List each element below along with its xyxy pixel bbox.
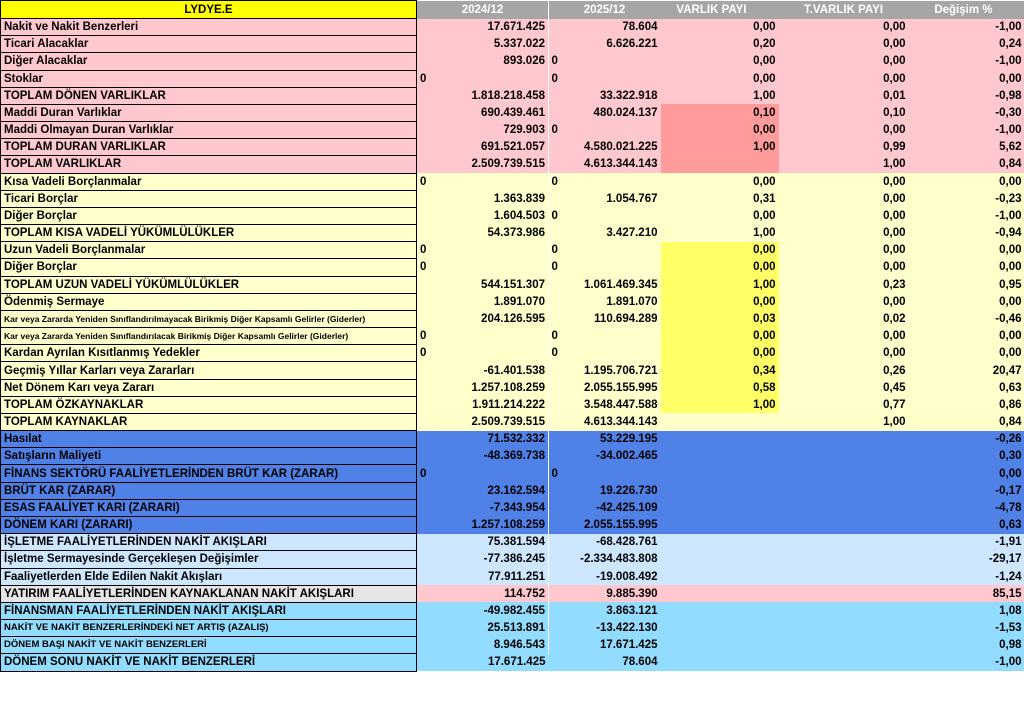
table-row xyxy=(1,139,1024,156)
degisim-value: -0,46 xyxy=(909,310,1024,327)
value-2025-12: 3.863.121 xyxy=(549,602,661,619)
value-2024-12: -77.386.245 xyxy=(417,551,549,568)
row-label: TOPLAM VARLIKLAR xyxy=(1,156,417,173)
value-2024-12: 17.671.425 xyxy=(417,19,549,36)
value-2024-12: -7.343.954 xyxy=(417,499,549,516)
value-2025-12: 78.604 xyxy=(549,19,661,36)
degisim-value: -0,94 xyxy=(909,225,1024,242)
degisim-value: -1,00 xyxy=(909,19,1024,36)
degisim-value: 0,95 xyxy=(909,276,1024,293)
value-2024-12: 2.509.739.515 xyxy=(417,156,549,173)
row-label: Faaliyetlerden Elde Edilen Nakit Akışları xyxy=(1,568,417,585)
varlik-payi-value: 0,00 xyxy=(661,345,779,362)
row-label: YATIRIM FAALİYETLERİNDEN KAYNAKLANAN NAKİT AKIŞLARI xyxy=(1,585,417,602)
row-label: Kar veya Zararda Yeniden Sınıflandırılmayacak Birikmiş Diğer Kapsamlı Gelirler (Giderler) xyxy=(1,310,417,327)
value-2024-12: 75.381.594 xyxy=(417,534,549,551)
t-varlik-payi-value: 0,00 xyxy=(779,122,909,139)
value-2024-12: 1.911.214.222 xyxy=(417,396,549,413)
value-2024-12: -48.369.738 xyxy=(417,448,549,465)
varlik-payi-value xyxy=(661,585,779,602)
table-row xyxy=(1,345,1024,362)
table-row xyxy=(1,585,1024,602)
value-2025-12: 1.054.767 xyxy=(549,190,661,207)
value-2025-12: 0 xyxy=(549,345,661,362)
varlik-payi-value xyxy=(661,654,779,671)
degisim-value: 0,84 xyxy=(909,156,1024,173)
value-2025-12: -68.428.761 xyxy=(549,534,661,551)
varlik-payi-value: 1,00 xyxy=(661,225,779,242)
t-varlik-payi-value xyxy=(779,431,909,448)
value-2025-12: 1.061.469.345 xyxy=(549,276,661,293)
row-label: İşletme Sermayesinde Gerçekleşen Değişimler xyxy=(1,551,417,568)
t-varlik-payi-value xyxy=(779,482,909,499)
varlik-payi-value: 0,00 xyxy=(661,122,779,139)
row-label: Stoklar xyxy=(1,70,417,87)
row-label: Uzun Vadeli Borçlanmalar xyxy=(1,242,417,259)
table-row xyxy=(1,362,1024,379)
t-varlik-payi-value: 1,00 xyxy=(779,156,909,173)
value-2025-12: 0 xyxy=(549,53,661,70)
table-row xyxy=(1,602,1024,619)
varlik-payi-value xyxy=(661,534,779,551)
value-2025-12: 0 xyxy=(549,465,661,482)
varlik-payi-value: 0,03 xyxy=(661,310,779,327)
value-2024-12: -49.982.455 xyxy=(417,602,549,619)
table-row xyxy=(1,156,1024,173)
t-varlik-payi-value xyxy=(779,516,909,533)
t-varlik-payi-value: 0,10 xyxy=(779,104,909,121)
t-varlik-payi-value: 0,00 xyxy=(779,190,909,207)
t-varlik-payi-value: 0,45 xyxy=(779,379,909,396)
value-2024-12: 114.752 xyxy=(417,585,549,602)
value-2024-12: 1.891.070 xyxy=(417,293,549,310)
degisim-value: 85,15 xyxy=(909,585,1024,602)
value-2025-12: 78.604 xyxy=(549,654,661,671)
table-row xyxy=(1,499,1024,516)
varlik-payi-value: 0,00 xyxy=(661,207,779,224)
table-row xyxy=(1,328,1024,345)
varlik-payi-value: 1,00 xyxy=(661,139,779,156)
header-ticker: LYDYE.E xyxy=(1,1,417,19)
row-label: Maddi Duran Varlıklar xyxy=(1,104,417,121)
degisim-value: 0,00 xyxy=(909,70,1024,87)
row-label: Maddi Olmayan Duran Varlıklar xyxy=(1,122,417,139)
table-row xyxy=(1,448,1024,465)
degisim-value: 0,00 xyxy=(909,259,1024,276)
value-2025-12: 6.626.221 xyxy=(549,36,661,53)
degisim-value: -0,17 xyxy=(909,482,1024,499)
t-varlik-payi-value xyxy=(779,534,909,551)
row-label: Nakit ve Nakit Benzerleri xyxy=(1,19,417,36)
degisim-value: -1,91 xyxy=(909,534,1024,551)
varlik-payi-value: 0,31 xyxy=(661,190,779,207)
t-varlik-payi-value: 0,00 xyxy=(779,328,909,345)
varlik-payi-value: 0,00 xyxy=(661,173,779,190)
table-row xyxy=(1,482,1024,499)
t-varlik-payi-value xyxy=(779,568,909,585)
degisim-value: -1,00 xyxy=(909,53,1024,70)
degisim-value: -29,17 xyxy=(909,551,1024,568)
table-row xyxy=(1,654,1024,671)
row-label: Satışların Maliyeti xyxy=(1,448,417,465)
degisim-value: 0,24 xyxy=(909,36,1024,53)
value-2025-12: 1.891.070 xyxy=(549,293,661,310)
table-row xyxy=(1,568,1024,585)
value-2024-12: 691.521.057 xyxy=(417,139,549,156)
row-label: Kardan Ayrılan Kısıtlanmış Yedekler xyxy=(1,345,417,362)
header-varlik-payi: VARLIK PAYI xyxy=(661,1,779,19)
value-2024-12: 71.532.332 xyxy=(417,431,549,448)
header-2024-12: 2024/12 xyxy=(417,1,549,19)
value-2024-12: 1.818.218.458 xyxy=(417,87,549,104)
t-varlik-payi-value xyxy=(779,654,909,671)
value-2024-12: 0 xyxy=(417,173,549,190)
t-varlik-payi-value: 0,00 xyxy=(779,53,909,70)
value-2024-12: -61.401.538 xyxy=(417,362,549,379)
table-row xyxy=(1,551,1024,568)
row-label: TOPLAM DÖNEN VARLIKLAR xyxy=(1,87,417,104)
t-varlik-payi-value: 0,00 xyxy=(779,19,909,36)
table-row xyxy=(1,310,1024,327)
value-2025-12: 4.613.344.143 xyxy=(549,156,661,173)
t-varlik-payi-value: 0,00 xyxy=(779,345,909,362)
table-row xyxy=(1,53,1024,70)
row-label: Hasılat xyxy=(1,431,417,448)
t-varlik-payi-value xyxy=(779,620,909,637)
varlik-payi-value: 0,00 xyxy=(661,19,779,36)
degisim-value: 5,62 xyxy=(909,139,1024,156)
table-row xyxy=(1,259,1024,276)
row-label: TOPLAM UZUN VADELİ YÜKÜMLÜLÜKLER xyxy=(1,276,417,293)
degisim-value: 0,63 xyxy=(909,516,1024,533)
value-2025-12: 0 xyxy=(549,328,661,345)
value-2024-12: 204.126.595 xyxy=(417,310,549,327)
degisim-value: 0,98 xyxy=(909,637,1024,654)
value-2025-12: -13.422.130 xyxy=(549,620,661,637)
varlik-payi-value xyxy=(661,637,779,654)
row-label: Net Dönem Karı veya Zararı xyxy=(1,379,417,396)
value-2025-12: 110.694.289 xyxy=(549,310,661,327)
value-2025-12: 0 xyxy=(549,173,661,190)
row-label: FİNANSMAN FAALİYETLERİNDEN NAKİT AKIŞLARI xyxy=(1,602,417,619)
t-varlik-payi-value xyxy=(779,602,909,619)
row-label: Kar veya Zararda Yeniden Sınıflandırılacak Birikmiş Diğer Kapsamlı Gelirler (Giderler) xyxy=(1,328,417,345)
varlik-payi-value: 0,00 xyxy=(661,242,779,259)
varlik-payi-value xyxy=(661,620,779,637)
table-row xyxy=(1,465,1024,482)
degisim-value: -1,53 xyxy=(909,620,1024,637)
degisim-value: -1,24 xyxy=(909,568,1024,585)
header-degisim: Değişim % xyxy=(909,1,1024,19)
table-row xyxy=(1,396,1024,413)
value-2025-12: 53.229.195 xyxy=(549,431,661,448)
row-label: Ticari Borçlar xyxy=(1,190,417,207)
table-row xyxy=(1,431,1024,448)
varlik-payi-value: 0,00 xyxy=(661,328,779,345)
row-label: NAKİT VE NAKİT BENZERLERİNDEKİ NET ARTIŞ (AZALIŞ) xyxy=(1,620,417,637)
value-2025-12: 480.024.137 xyxy=(549,104,661,121)
value-2024-12: 54.373.986 xyxy=(417,225,549,242)
varlik-payi-value xyxy=(661,482,779,499)
degisim-value: -1,00 xyxy=(909,207,1024,224)
degisim-value: -0,23 xyxy=(909,190,1024,207)
row-label: Diğer Alacaklar xyxy=(1,53,417,70)
value-2025-12: 2.055.155.995 xyxy=(549,379,661,396)
varlik-payi-value xyxy=(661,568,779,585)
value-2024-12: 893.026 xyxy=(417,53,549,70)
varlik-payi-value xyxy=(661,156,779,173)
header-t-varlik-payi: T.VARLIK PAYI xyxy=(779,1,909,19)
value-2025-12: 0 xyxy=(549,259,661,276)
value-2025-12: 3.427.210 xyxy=(549,225,661,242)
value-2025-12: 4.580.021.225 xyxy=(549,139,661,156)
degisim-value: 0,63 xyxy=(909,379,1024,396)
degisim-value: 0,00 xyxy=(909,242,1024,259)
t-varlik-payi-value: 0,00 xyxy=(779,207,909,224)
value-2024-12: 1.257.108.259 xyxy=(417,516,549,533)
t-varlik-payi-value: 0,00 xyxy=(779,70,909,87)
degisim-value: 0,86 xyxy=(909,396,1024,413)
row-label: TOPLAM DURAN VARLIKLAR xyxy=(1,139,417,156)
row-label: DÖNEM SONU NAKİT VE NAKİT BENZERLERİ xyxy=(1,654,417,671)
t-varlik-payi-value: 0,02 xyxy=(779,310,909,327)
value-2024-12: 23.162.594 xyxy=(417,482,549,499)
value-2024-12: 729.903 xyxy=(417,122,549,139)
t-varlik-payi-value: 0,00 xyxy=(779,36,909,53)
t-varlik-payi-value: 0,00 xyxy=(779,242,909,259)
value-2025-12: 1.195.706.721 xyxy=(549,362,661,379)
degisim-value: 0,00 xyxy=(909,328,1024,345)
varlik-payi-value xyxy=(661,431,779,448)
table-row xyxy=(1,516,1024,533)
table-row xyxy=(1,242,1024,259)
t-varlik-payi-value: 0,00 xyxy=(779,293,909,310)
row-label: BRÜT KAR (ZARAR) xyxy=(1,482,417,499)
t-varlik-payi-value: 0,00 xyxy=(779,173,909,190)
varlik-payi-value: 0,00 xyxy=(661,293,779,310)
value-2025-12: -42.425.109 xyxy=(549,499,661,516)
t-varlik-payi-value: 0,99 xyxy=(779,139,909,156)
varlik-payi-value: 0,10 xyxy=(661,104,779,121)
row-label: TOPLAM ÖZKAYNAKLAR xyxy=(1,396,417,413)
degisim-value: 0,30 xyxy=(909,448,1024,465)
value-2024-12: 1.257.108.259 xyxy=(417,379,549,396)
varlik-payi-value xyxy=(661,551,779,568)
value-2025-12: 4.613.344.143 xyxy=(549,413,661,430)
value-2025-12: -34.002.465 xyxy=(549,448,661,465)
value-2025-12: 0 xyxy=(549,207,661,224)
value-2024-12: 0 xyxy=(417,242,549,259)
value-2025-12: 0 xyxy=(549,70,661,87)
table-body xyxy=(1,1,1024,672)
degisim-value: -4,78 xyxy=(909,499,1024,516)
table-row xyxy=(1,173,1024,190)
table-row xyxy=(1,87,1024,104)
value-2024-12: 544.151.307 xyxy=(417,276,549,293)
degisim-value: 0,00 xyxy=(909,345,1024,362)
value-2025-12: 33.322.918 xyxy=(549,87,661,104)
value-2025-12: -2.334.483.808 xyxy=(549,551,661,568)
degisim-value: 1,08 xyxy=(909,602,1024,619)
degisim-value: 0,00 xyxy=(909,173,1024,190)
row-label: TOPLAM KISA VADELİ YÜKÜMLÜLÜKLER xyxy=(1,225,417,242)
t-varlik-payi-value: 0,77 xyxy=(779,396,909,413)
row-label: DÖNEM BAŞI NAKİT VE NAKİT BENZERLERİ xyxy=(1,637,417,654)
varlik-payi-value xyxy=(661,516,779,533)
table-row xyxy=(1,225,1024,242)
varlik-payi-value: 0,58 xyxy=(661,379,779,396)
row-label: DÖNEM KARI (ZARARI) xyxy=(1,516,417,533)
value-2024-12: 25.513.891 xyxy=(417,620,549,637)
t-varlik-payi-value xyxy=(779,465,909,482)
value-2024-12: 77.911.251 xyxy=(417,568,549,585)
t-varlik-payi-value: 0,00 xyxy=(779,259,909,276)
varlik-payi-value xyxy=(661,602,779,619)
value-2024-12: 1.604.503 xyxy=(417,207,549,224)
value-2024-12: 1.363.839 xyxy=(417,190,549,207)
table-row xyxy=(1,70,1024,87)
varlik-payi-value: 0,00 xyxy=(661,259,779,276)
table-row xyxy=(1,19,1024,36)
value-2024-12: 690.439.461 xyxy=(417,104,549,121)
row-label: Diğer Borçlar xyxy=(1,207,417,224)
t-varlik-payi-value xyxy=(779,448,909,465)
t-varlik-payi-value xyxy=(779,499,909,516)
varlik-payi-value: 0,00 xyxy=(661,70,779,87)
degisim-value: -1,00 xyxy=(909,122,1024,139)
table-row xyxy=(1,534,1024,551)
degisim-value: 20,47 xyxy=(909,362,1024,379)
degisim-value: 0,00 xyxy=(909,293,1024,310)
value-2024-12: 5.337.022 xyxy=(417,36,549,53)
varlik-payi-value xyxy=(661,448,779,465)
value-2025-12: 17.671.425 xyxy=(549,637,661,654)
varlik-payi-value: 1,00 xyxy=(661,276,779,293)
varlik-payi-value: 0,34 xyxy=(661,362,779,379)
table-row xyxy=(1,620,1024,637)
degisim-value: -0,26 xyxy=(909,431,1024,448)
t-varlik-payi-value: 0,00 xyxy=(779,225,909,242)
value-2024-12: 0 xyxy=(417,259,549,276)
row-label: FİNANS SEKTÖRÜ FAALİYETLERİNDEN BRÜT KAR (ZARAR) xyxy=(1,465,417,482)
table-row xyxy=(1,379,1024,396)
header-row xyxy=(1,1,1024,19)
value-2024-12: 0 xyxy=(417,465,549,482)
value-2024-12: 0 xyxy=(417,328,549,345)
row-label: İŞLETME FAALİYETLERİNDEN NAKİT AKIŞLARI xyxy=(1,534,417,551)
row-label: TOPLAM KAYNAKLAR xyxy=(1,413,417,430)
table-row xyxy=(1,207,1024,224)
varlik-payi-value: 1,00 xyxy=(661,87,779,104)
value-2025-12: 19.226.730 xyxy=(549,482,661,499)
value-2025-12: -19.008.492 xyxy=(549,568,661,585)
table-row xyxy=(1,276,1024,293)
header-2025-12: 2025/12 xyxy=(549,1,661,19)
table-row xyxy=(1,637,1024,654)
t-varlik-payi-value xyxy=(779,551,909,568)
degisim-value: 0,00 xyxy=(909,465,1024,482)
value-2024-12: 0 xyxy=(417,345,549,362)
degisim-value: -0,98 xyxy=(909,87,1024,104)
degisim-value: -1,00 xyxy=(909,654,1024,671)
row-label: Diğer Borçlar xyxy=(1,259,417,276)
t-varlik-payi-value xyxy=(779,585,909,602)
t-varlik-payi-value: 0,26 xyxy=(779,362,909,379)
value-2025-12: 0 xyxy=(549,242,661,259)
t-varlik-payi-value: 0,23 xyxy=(779,276,909,293)
value-2025-12: 9.885.390 xyxy=(549,585,661,602)
table-row xyxy=(1,104,1024,121)
row-label: Ticari Alacaklar xyxy=(1,36,417,53)
varlik-payi-value xyxy=(661,413,779,430)
table-row xyxy=(1,293,1024,310)
table-row xyxy=(1,190,1024,207)
value-2024-12: 0 xyxy=(417,70,549,87)
row-label: Kısa Vadeli Borçlanmalar xyxy=(1,173,417,190)
table-row xyxy=(1,413,1024,430)
row-label: Ödenmiş Sermaye xyxy=(1,293,417,310)
value-2025-12: 2.055.155.995 xyxy=(549,516,661,533)
varlik-payi-value: 1,00 xyxy=(661,396,779,413)
row-label: ESAS FAALİYET KARI (ZARARI) xyxy=(1,499,417,516)
t-varlik-payi-value: 1,00 xyxy=(779,413,909,430)
table-row xyxy=(1,122,1024,139)
value-2024-12: 17.671.425 xyxy=(417,654,549,671)
value-2025-12: 0 xyxy=(549,122,661,139)
degisim-value: 0,84 xyxy=(909,413,1024,430)
value-2024-12: 8.946.543 xyxy=(417,637,549,654)
value-2024-12: 2.509.739.515 xyxy=(417,413,549,430)
table-row xyxy=(1,36,1024,53)
value-2025-12: 3.548.447.588 xyxy=(549,396,661,413)
t-varlik-payi-value: 0,01 xyxy=(779,87,909,104)
degisim-value: -0,30 xyxy=(909,104,1024,121)
row-label: Geçmiş Yıllar Karları veya Zararları xyxy=(1,362,417,379)
varlik-payi-value xyxy=(661,499,779,516)
varlik-payi-value: 0,20 xyxy=(661,36,779,53)
varlik-payi-value: 0,00 xyxy=(661,53,779,70)
t-varlik-payi-value xyxy=(779,637,909,654)
varlik-payi-value xyxy=(661,465,779,482)
